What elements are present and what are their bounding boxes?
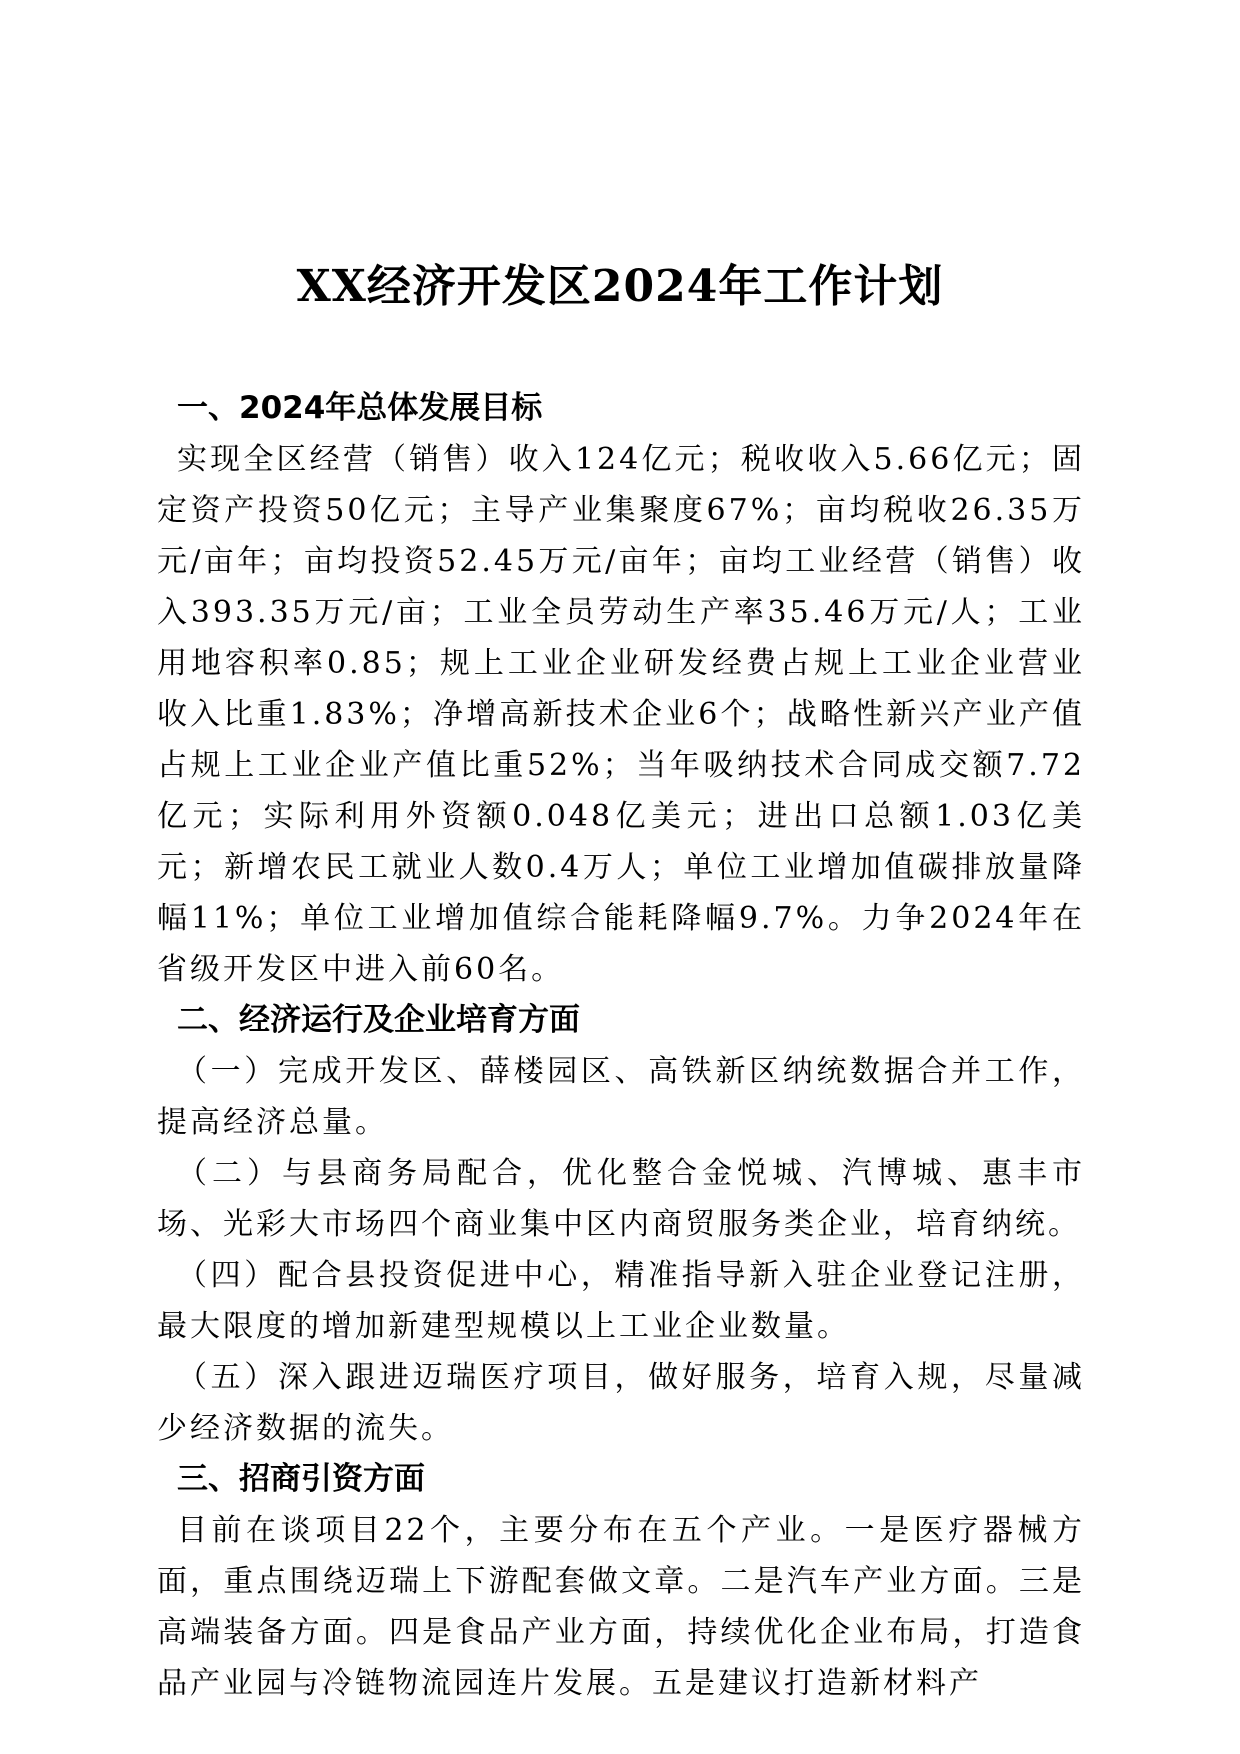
section-economy-enterprise: [157, 995, 1085, 1454]
paragraph: （二）与县商务局配合，优化整合金悦城、汽博城、惠丰市场、光彩大市场四个商业集中区内商贸服务类企业，培育纳统。: [157, 1156, 1085, 1242]
document-body: [157, 383, 1085, 1709]
paragraph: 实现全区经营（销售）收入124亿元；税收收入5.66亿元；固定资产投资50亿元；主导产业集聚度67%；亩均税收26.35万元/亩年；亩均投资52.45万元/亩年；亩均工业经营（销售）收入393.35万元/亩；工业全员劳动生产率35.46万元/人；工业用地容积率0.85；规上工业企业研发经费占规上工业企业营业收入比重1.83%；净增高新技术企业6个；战略性新兴产业产值占规上工业企业产值比重52%；当年吸纳技术合同成交额7.72亿元；实际利用外资额0.048亿美元；进出口总额1.03亿美元；新增农民工就业人数0.4万人；单位工业增加值碳排放量降幅11%；单位工业增加值综合能耗降幅9.7%。力争2024年在省级开发区中进入前60名。: [157, 442, 1085, 987]
paragraph: 目前在谈项目22个，主要分布在五个产业。一是医疗器械方面，重点围绕迈瑞上下游配套做文章。二是汽车产业方面。三是高端装备方面。四是食品产业方面，持续优化企业布局，打造食品产业园与冷链物流园连片发展。五是建议打造新材料产: [157, 1513, 1085, 1701]
section-overall-goals: [157, 383, 1085, 995]
paragraph: （五）深入跟进迈瑞医疗项目，做好服务，培育入规，尽量减少经济数据的流失。: [157, 1360, 1085, 1446]
section-investment-attraction: [157, 1454, 1085, 1709]
document-title: XX经济开发区2024年工作计划: [296, 261, 944, 312]
paragraph: （四）配合县投资促进中心，精准指导新入驻企业登记注册，最大限度的增加新建型规模以上工业企业数量。: [157, 1258, 1085, 1344]
paragraph: （一）完成开发区、薛楼园区、高铁新区纳统数据合并工作，提高经济总量。: [157, 1054, 1085, 1140]
section-heading: 三、招商引资方面: [177, 1461, 425, 1497]
section-heading: 二、经济运行及企业培育方面: [177, 1002, 580, 1038]
section-heading: 一、2024年总体发展目标: [177, 390, 543, 426]
